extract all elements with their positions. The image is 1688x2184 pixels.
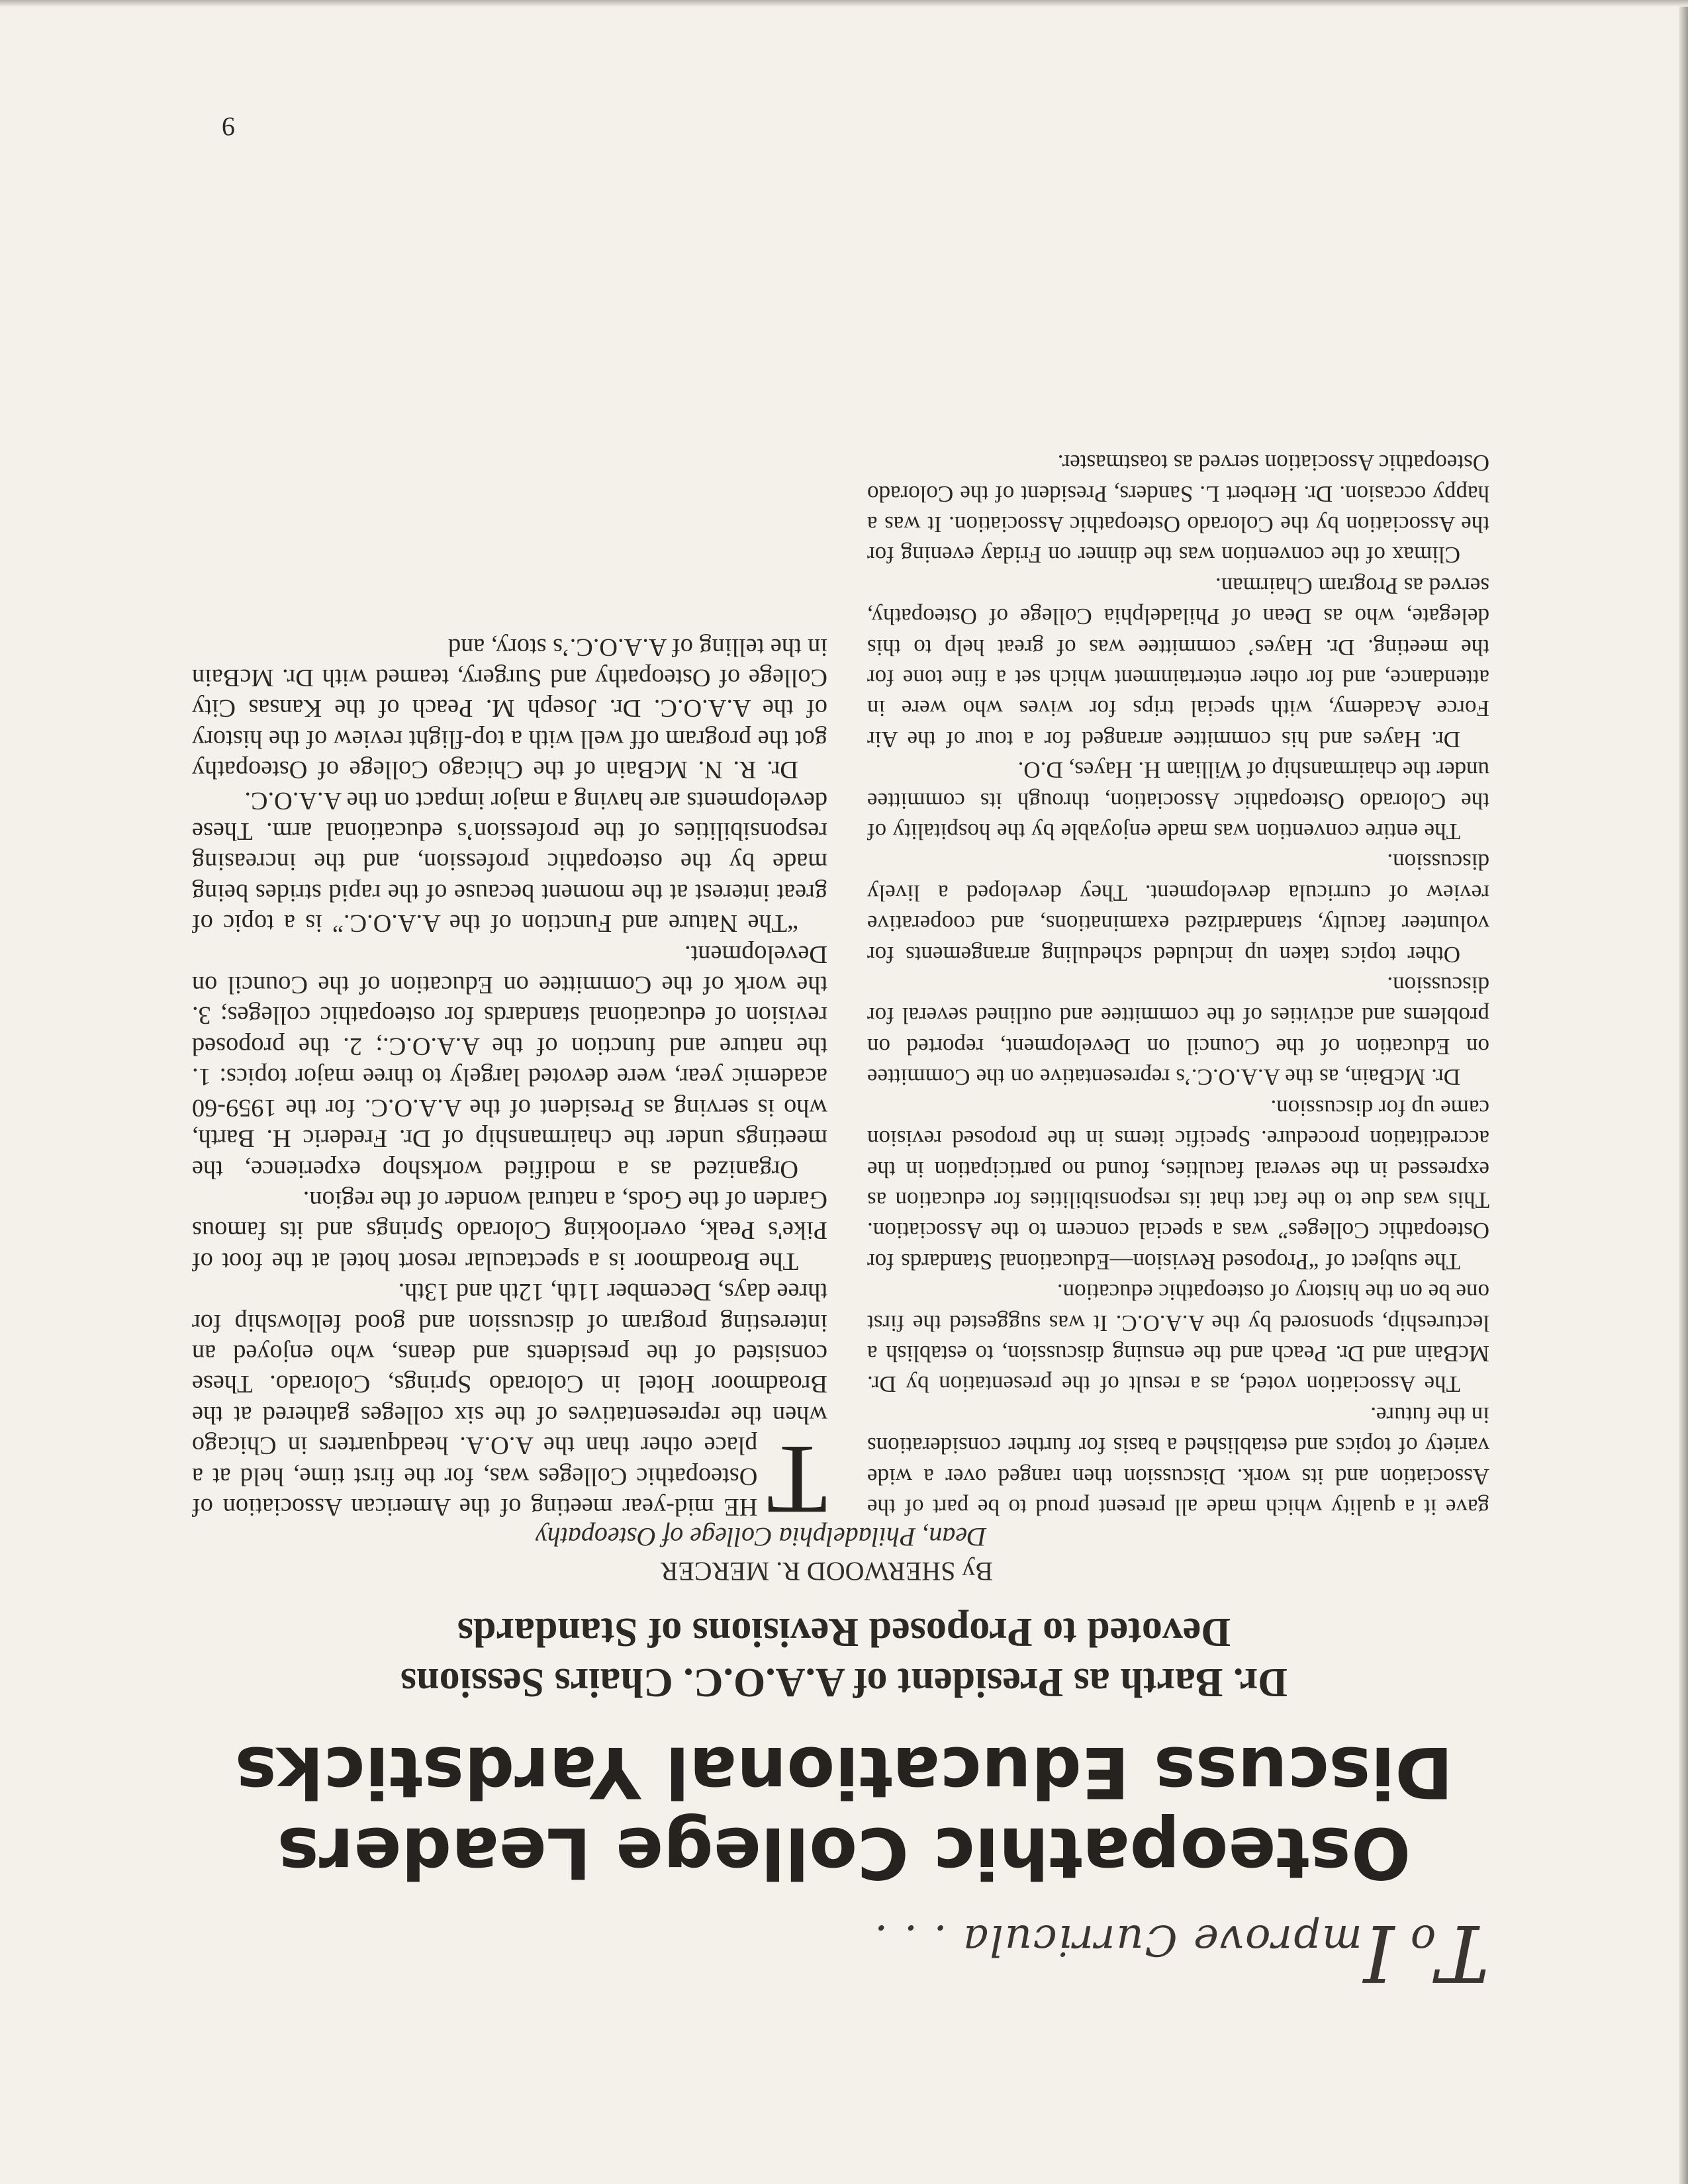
paragraph: The subject of “Proposed Revision—Educational Standards for Osteopathic Colleges” was a special concern to the Association. This was due to the fact that its responsibilities for education as expressed in the several faculties, found no participation in the accreditation procedure. Specific items in the proposed revision came up for discussion. [867,1095,1489,1275]
kicker-initial-i: I [1362,1907,1395,1999]
byline-title: Dean, Philadelphia College of Osteopathy [536,1522,986,1552]
paragraph: gave it a quality which made all present proud to be part of the Association and its work. Discussion then ranged over a wide variety of topics and established a basis for further considerations in the future. [867,1402,1489,1520]
deck-line-2: Devoted to Proposed Revisions of Standards [457,1610,1231,1655]
byline [99,1520,993,1588]
headline-line-2: Discuss Educational Yardsticks [234,1731,1454,1813]
drop-cap: T [767,1425,827,1535]
page-number: 9 [222,112,235,142]
article-column-2 [867,447,1489,1522]
kicker-initial-t: T [1436,1907,1489,1999]
byline-author: By SHERWOOD R. MERCER [660,1557,993,1586]
page-bottom-edge [0,0,1688,7]
paragraph: Climax of the convention was the dinner on Friday evening for the Association by the Colorado Osteopathic Association. It was a happy occasion. Dr. Herbert L. Sanders, President of the Colorado Osteopathic Association served as toastmaster. [867,450,1489,569]
article-column-1 [192,631,827,1535]
paragraph: The Association voted, as a result of the presentation by Dr. McBain and Dr. Peach and the ensuing discussion, to establish a lectureship, sponsored by the A.A.O.C. It was suggested the first one be on the history of osteopathic education. [867,1279,1489,1398]
paragraph: Dr. McBain, as the A.A.O.C.’s representative on the Committee on Education of the Council on Development, reported on problems and activities of the committee and outlined several for discussion. [867,972,1489,1091]
paragraph: The entire convention was made enjoyable by the hospitality of the Colorado Osteopathic Association, through its committee under the chairmanship of William H. Hayes, D.O. [867,757,1489,845]
deck [199,1607,1489,1707]
paragraph: The Broadmoor is a spectacular resort hotel at the foot of Pike's Peak, overlooking Colorado Springs and its famous Garden of the Gods, a natural wonder of the region. [192,1185,827,1275]
deck-line-1: Dr. Barth as President of A.A.O.C. Chairs Sessions [400,1660,1288,1705]
headline-line-1: Osteopathic College Leaders [277,1812,1411,1893]
paragraph: Other topics taken up included scheduling arrangements for volunteer faculty, standardized examinations, and cooperative review of curricula development. They developed a lively discussion. [867,849,1489,968]
paragraph: Organized as a modified workshop experience, the meetings under the chairmanship of Dr. Frederic H. Barth, who is serving as President of the A.A.O.C. for the 1959-60 academic year, were devoted largely to three major topics: 1. the nature and function of the A.A.O.C.; 2. the proposed revision of educational standards for osteopathic colleges; 3. the work of the Committee on Education of the Council on Development. [192,940,827,1183]
kicker-rest: mprove Curricula . . . [873,1915,1362,1964]
paragraph: HE mid-year meeting of the American Association of Osteopathic Colleges was, for the first time, held at a place other than the A.O.A. headquarters in Chicago when the representatives of the six colleges gathered at the Broadmoor Hotel in Colorado Springs, Colorado. These consisted of the presidents and deans, who enjoyed an interesting program of discussion and good fellowship for three days, December 11th, 12th and 13th. [192,1278,827,1521]
kicker-o: o [1409,1915,1436,1964]
paragraph: Dr. R. N. McBain of the Chicago College of Osteopathy got the program off well with a top-flight review of the history of the A.A.O.C. Dr. Joseph M. Peach of the Kansas City College of Osteopathy and Surgery, teamed with Dr. McBain in the telling of A.A.O.C.’s story, and [192,633,827,784]
headline [199,1731,1489,1893]
kicker [199,1907,1489,1999]
paragraph: “The Nature and Function of the A.A.O.C.” is a topic of great interest at the moment because of the rapid strides being made by the osteopathic profession, and the increasing responsibilities of the profession’s educational arm. These developments are having a major impact on the A.A.O.C. [192,786,827,938]
paragraph: Dr. Hayes and his committee arranged for a tour of the Air Force Academy, with special trips for wives who were in attendance, and for other entertainment which set a fine tone for the meeting. Dr. Hayes’ committee was of great help to this delegate, who as Dean of Philadelphia College of Osteopathy, served as Program Chairman. [867,572,1489,752]
page-edge-shadow [1679,0,1688,2184]
